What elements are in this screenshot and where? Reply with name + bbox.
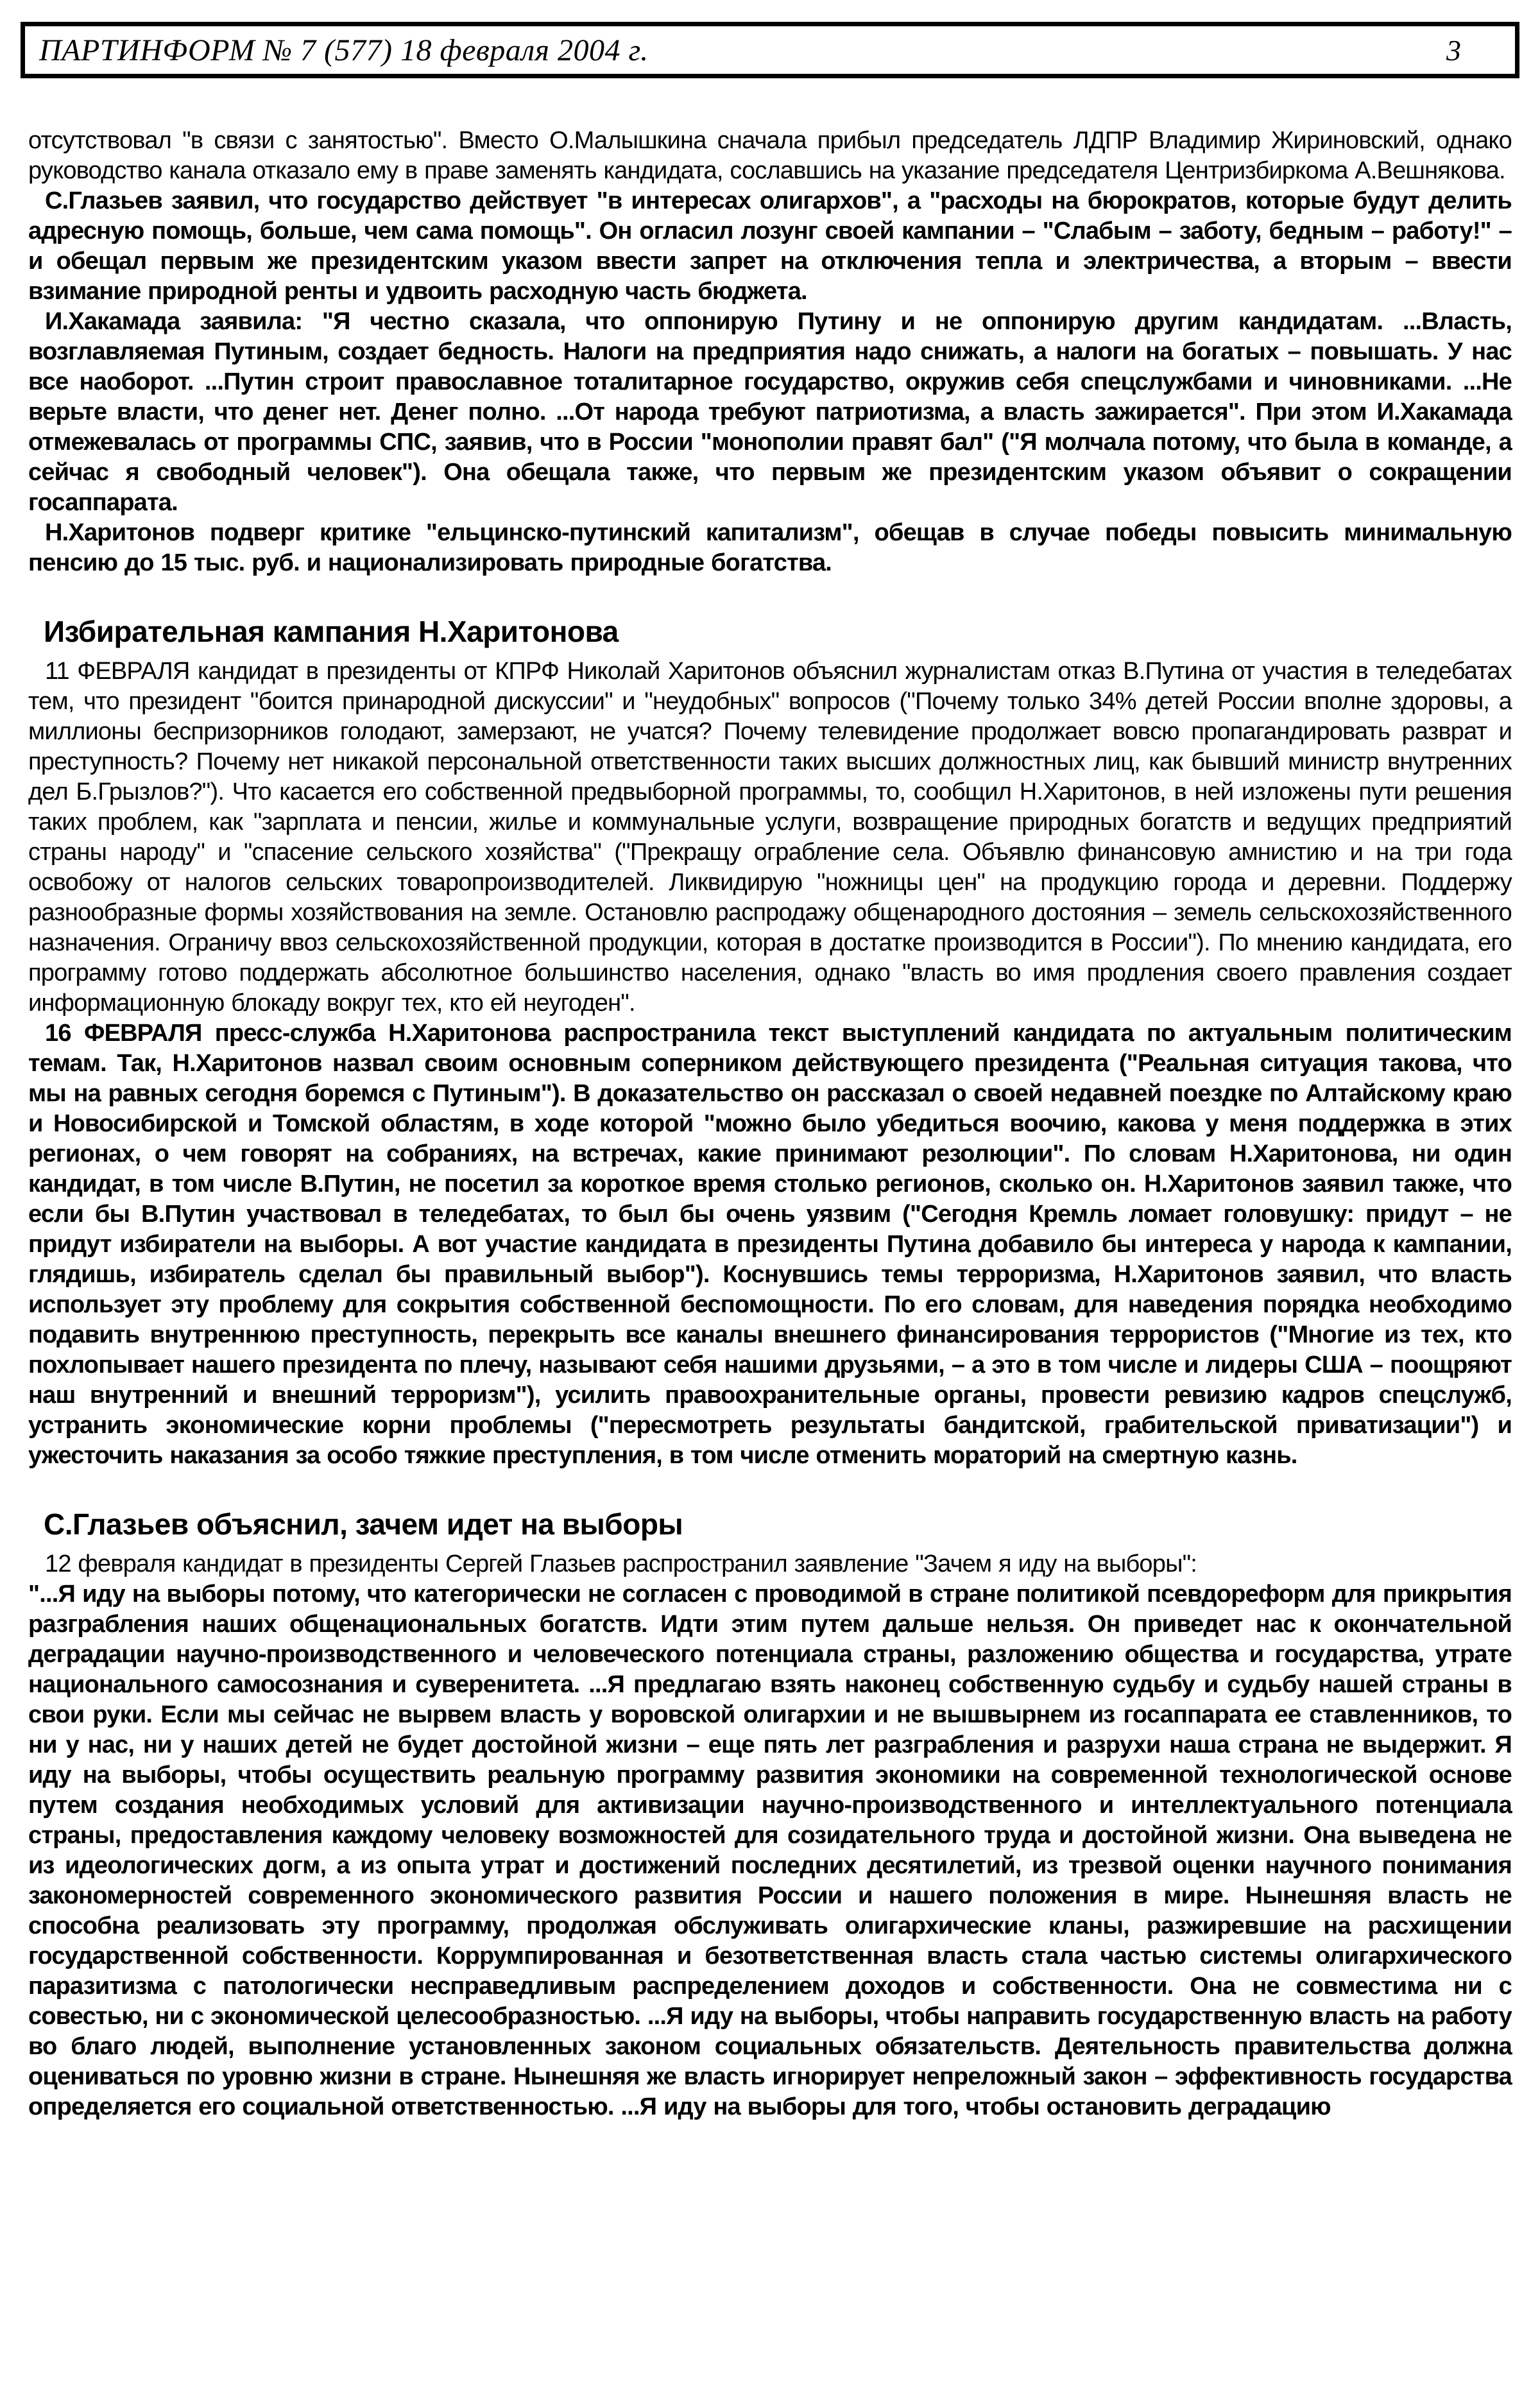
paragraph-glazyev-statement: С.Глазьев заявил, что государство действует "в интересах олигархов", а "расходы на бюрократов, которые будут делить адресную помощь, больше, чем сама помощь". Он огласил лозунг своей кампании – "Слабым – заботу, бедным – работу!" – и обещал первым же президентским указом ввести запрет на отключения тепла и электричества, а вторым – ввести взимание природной ренты и удвоить расходную часть бюджета.: [28, 187, 1512, 305]
paragraph-feb11-kharitonov: 11 ФЕВРАЛЯ кандидат в президенты от КПРФ Николай Харитонов объяснил журналистам отказ В.Путина от участия в теледебатах тем, что президент "боится принародной дискуссии" и "неудобных" вопросов ("Почему только 34% детей России вполне здоровы, а миллионы беспризорников голодают, замерзают, не учатся? Почему телевидение продолжает вовсю пропагандировать разврат и преступность? Почему нет никакой персональной ответственности таких высших должностных лиц, как бывший министр внутренних дел Б.Грызлов?"). Что касается его собственной предвыборной программы, то, сообщил Н.Харитонов, в ней изложены пути решения таких проблем, как "зарплата и пенсии, жилье и коммунальные услуги, возвращение природных богатств и ведущих предприятий страны народу" и "спасение сельского хозяйства" ("Прекращу ограбление села. Объявлю финансовую амнистию и на три года освобожу от налогов сельских товаропроизводителей. Ликвидирую "ножницы цен" на продукцию города и деревни. Поддержу разнообразные формы хозяйствования на земле. Остановлю распродажу общенародного достояния – земель сельскохозяйственного назначения. Ограничу ввоз сельскохозяйственной продукции, которая в достатке производится в России"). По мнению кандидата, его программу готово поддержать абсолютное большинство населения, однако "власть во имя продления своего правления создает информационную блокаду вокруг тех, кто ей неугоден".: [28, 658, 1512, 1017]
paragraph-khakamada-statement: И.Хакамада заявила: "Я честно сказала, что оппонирую Путину и не оппонирую другим кандидатам. ...Власть, возглавляемая Путиным, создает бедность. Налоги на предприятия надо снижать, а налоги на богатых – повышать. У нас все наоборот. ...Путин строит православное тоталитарное государство, окружив себя спецслужбами и чиновниками. ...Не верьте власти, что денег нет. Денег полно. ...От народа требуют патриотизма, а власть зажирается". При этом И.Хакамада отмежевалась от программы СПС, заявив, что в России "монополии правят бал" ("Я молчала потому, что была в команде, а сейчас я свободный человек"). Она обещала также, что первым же президентским указом объявит о сокращении госаппарата.: [28, 308, 1512, 516]
section-heading-glazyev-elections: С.Глазьев объяснил, зачем идет на выборы: [44, 1507, 683, 1541]
document-page: [0, 22, 1540, 2404]
paragraph-feb16-press-service: 16 ФЕВРАЛЯ пресс-служба Н.Харитонова распространила текст выступлений кандидата по актуальным политическим темам. Так, Н.Харитонов назвал своим основным соперником действующего президента ("Реальная ситуация такова, что мы на равных сегодня боремся с Путиным"). В доказательство он рассказал о своей недавней поездке по Алтайскому краю и Новосибирской и Томской областям, в ходе которой "можно было убедиться воочию, какова у меня поддержка в этих регионах, о чем говорят на собраниях, на встречах, какие принимают резолюции". По словам Н.Харитонова, ни один кандидат, в том числе В.Путин, не посетил за короткое время столько регионов, сколько он. Н.Харитонов заявил также, что если бы В.Путин участвовал в теледебатах, то был бы очень уязвим ("Сегодня Кремль ломает головушку: придут – не придут избиратели на выборы. А вот участие кандидата в президенты Путина добавило бы интереса у народа к кампании, глядишь, избиратель сделал бы правильный выбор"). Коснувшись темы терроризма, Н.Харитонов заявил, что власть использует эту проблему для сокрытия собственной беспомощности. По его словам, для наведения порядка необходимо подавить внутреннюю преступность, перекрыть все каналы внешнего финансирования террористов ("Многие из тех, кто похлопывает нашего президента по плечу, называют себя нашими друзьями, – а это в том числе и лидеры США – поощряют наш внутренний и внешний терроризм"), усилить правоохранительные органы, провести ревизию кадров спецслужб, устранить экономические корни проблемы ("пересмотреть результаты бандитской, грабительской приватизации") и ужесточить наказания за особо тяжкие преступления, в том числе отменить мораторий на смертную казнь.: [28, 1020, 1512, 1469]
paragraph-kharitonov-statement: Н.Харитонов подверг критике "ельцинско-путинский капитализм", обещав в случае победы повысить минимальную пенсию до 15 тыс. руб. и национализировать природные богатства.: [28, 519, 1512, 576]
article-content: [28, 126, 1512, 2122]
paragraph-continuation-zhirinovsky: отсутствовал "в связи с занятостью". Вместо О.Малышкина сначала прибыл председатель ЛДПР Владимир Жириновский, однако руководство канала отказало ему в праве заменять кандидата, сославшись на указание председателя Центризбиркома А.Вешнякова.: [28, 127, 1512, 184]
masthead: [21, 22, 1519, 78]
paragraph-glazyev-declaration: "...Я иду на выборы потому, что категорически не согласен с проводимой в стране политикой псевдореформ для прикрытия разграбления наших общенациональных богатств. Идти этим путем дальше нельзя. Он приведет нас к окончательной деградации научно-производственного и человеческого потенциала страны, разложению общества и государства, утрате национального самосознания и суверенитета. ...Я предлагаю взять наконец собственную судьбу и судьбу нашей страны в свои руки. Если мы сейчас не вырвем власть у воровской олигархии и не вышвырнем из госаппарата ее ставленников, то ни у нас, ни у наших детей не будет достойной жизни – еще пять лет разграбления и разрухи наша страна не выдержит. Я иду на выборы, чтобы осуществить реальную программу развития экономики на современной технологической основе путем создания необходимых условий для активизации научно-производственного и интеллектуального потенциала страны, предоставления каждому человеку возможностей для созидательного труда и достойной жизни. Она выведена не из идеологических догм, а из опыта утрат и достижений последних десятилетий, из трезвой оценки научного понимания закономерностей современного экономического развития России и нашего положения в мире. Нынешняя власть не способна реализовать эту программу, продолжая обслуживать олигархические кланы, разжиревшие на расхищении государственной собственности. Коррумпированная и безответственная власть стала частью системы олигархического паразитизма с патологически несправедливым распределением доходов и собственности. Она не совместима ни с совестью, ни с экономической целесообразностью. ...Я иду на выборы, чтобы направить государственную власть на работу во благо людей, выполнение установленных законом социальных обязательств. Деятельность правительства должна оцениваться по уровню жизни в стране. Нынешняя же власть игнорирует непреложный закон – эффективность государства определяется его социальной ответственностью. ...Я иду на выборы для того, чтобы остановить деградацию: [28, 1581, 1512, 2120]
paragraph-feb12-glazyev-intro: 12 февраля кандидат в президенты Сергей Глазьев распространил заявление "Зачем я иду на выборы":: [45, 1550, 1197, 1577]
masthead-title: ПАРТИНФОРМ № 7 (577) 18 февраля 2004 г.: [39, 33, 649, 67]
page-number: 3: [1446, 33, 1461, 67]
section-heading-kharitonov-campaign: Избирательная кампания Н.Харитонова: [44, 615, 619, 648]
